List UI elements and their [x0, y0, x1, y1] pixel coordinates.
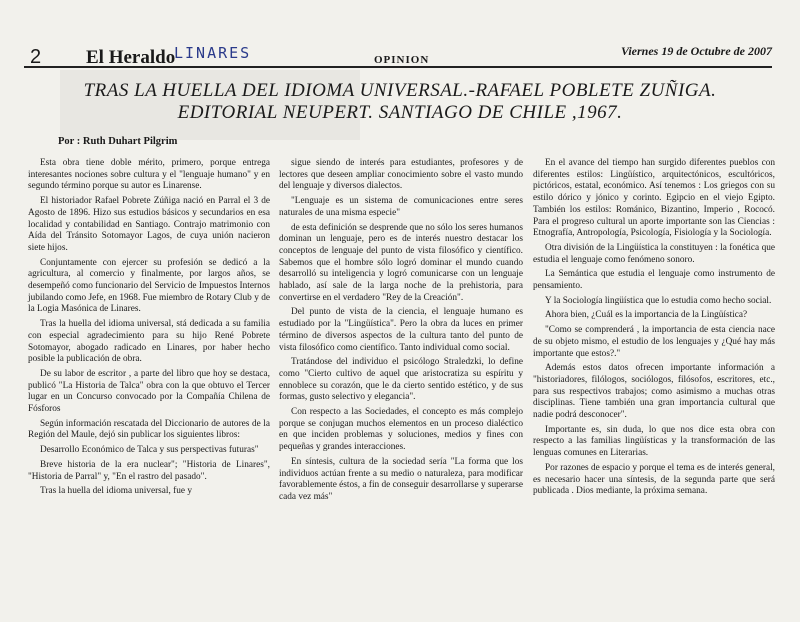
headline-line-1: TRAS LA HUELLA DEL IDIOMA UNIVERSAL.-RAFAEL POBLETE ZUÑIGA.: [83, 80, 717, 101]
paragraph: Y la Sociología lingüística que lo estudia como hecho social.: [545, 295, 772, 306]
article-column-1: [28, 158, 270, 501]
masthead: [14, 40, 784, 66]
newspaper-name: El Heraldo: [86, 47, 176, 68]
paragraph: La Semántica que estudia el lenguaje como instrumento de pensamiento.: [533, 269, 775, 292]
article-column-2: [279, 158, 523, 507]
paragraph: El historiador Rafael Pobrete Zúñiga nació en Parral el 3 de Agosto de 1896. Hizo sus estudios básicos y secundarios en esa localidad y contabilidad en Santiago. Contrajo matrimonio con Aída del Tránsito Sotomayor Lagos, de cuya unión nacieron siete hijos.: [28, 196, 270, 253]
paragraph: En síntesis, cultura de la sociedad sería "La forma que los individuos actúan frente a su medio o naturaleza, para modificar favorablemente éstos, a fin de conseguir desarrollarse y superarse cada vez más": [279, 456, 523, 502]
paragraph: Tratándose del individuo el psicólogo Straledzki, lo define como "Cierto cultivo de aquel que aristocratiza su espíritu y ennoblece su corazón, que le da cierto sentido estético, y de sus formas, gusto selectivo y elegancia".: [279, 357, 523, 403]
headline-line-2: EDITORIAL NEUPERT. SANTIAGO DE CHILE ,1967.: [177, 102, 623, 123]
issue-date: Viernes 19 de Octubre de 2007: [621, 44, 772, 58]
paragraph: Según información rescatada del Diccionario de autores de la Región del Maule, dejó sin publicar los siguientes libros:: [28, 418, 270, 441]
byline: Por : Ruth Duhart Pilgrim: [58, 136, 178, 147]
paragraph: Breve historia de la era nuclear"; "Historia de Linares", "Historia de Parral" y, "En el rastro del pasado".: [28, 459, 270, 482]
paragraph: Con respecto a las Sociedades, el concepto es más complejo porque se conjugan muchos elementos en un proceso dialéctico en que inciden problemas y soluciones, medios y fines con pequeñas y grandes interacciones.: [279, 407, 523, 453]
paragraph: Desarrollo Económico de Talca y sus perspectivas futuras": [40, 445, 259, 456]
paragraph: De su labor de escritor , a parte del libro que hoy se destaca, publicó "La Historia de Talca" obra con la que obtuvo el Tercer lugar en un Concurso convocado por la Compañía Chilena de Fósforos: [28, 368, 270, 415]
paragraph: Esta obra tiene doble mérito, primero, porque entrega interesantes nociones sobre cultura y el "lenguaje humano" y en segundo término porque su autor es Linarense.: [28, 158, 270, 192]
paragraph: Ahora bien, ¿Cuál es la importancia de la Lingüística?: [545, 310, 748, 321]
article-column-3: [533, 158, 775, 501]
paragraph: "Lenguaje es un sistema de comunicaciones entre seres naturales de una misma especie": [279, 196, 523, 218]
paragraph: "Como se comprenderá , la importancia de esta ciencia nace de su objeto mismo, el estudio de los lenguajes y ¿Qué hay más importante que estos?.": [533, 325, 775, 359]
page-number: 2: [30, 46, 42, 68]
section-label: OPINION: [374, 54, 430, 66]
paragraph: Otra división de la Lingüística la constituyen : la fonética que estudia el lenguaje como fenómeno sonoro.: [533, 242, 775, 265]
header-rule: [24, 66, 772, 68]
paragraph: En el avance del tiempo han surgido diferentes pueblos con diferentes estilos: Lingüístico, arquitectónicos, escultóricos, pictóricos, estatal, económico. Así tenemos : Los griegos con su estilo dórico y jónico y corinto. Egipcio en el viejo Egipto. También los estilos: Románico, Bizantino, Imperio , Rococó. Para el progreso cultural un aporte importante son las Ciencias : Etnografía, Antropología, Psicología, Fisiología y la Sociología.: [533, 158, 775, 239]
paragraph: Además estos datos ofrecen importante información a "historiadores, filólogos, sociólogos, filósofos, escritores, etc., para sus respectivos trabajos; como asimismo a muchas otras disciplinas. Tiene también una gran importancia cultural que nadie podrá desconocer".: [533, 363, 775, 421]
paragraph: de esta definición se desprende que no sólo los seres humanos dominan un lenguaje, pero es de interés nuestro destacar los conceptos de lenguaje del punto de vista filosófico y científico. Sabemos que el hombre sólo logró dominar el mundo cuando desarrolló su inteligencia y logró comunicarse con un lenguaje hablado, así sale de la larga noche de la prehistoria, para convertirse en el verdadero "Rey de la Creación".: [279, 222, 523, 303]
paragraph: Por razones de espacio y porque el tema es de interés general, es necesario hacer una síntesis, de la segunda parte que será publicada . Dios mediante, la próxima semana.: [533, 462, 775, 497]
handwritten-annotation: LINARES: [174, 44, 252, 62]
paragraph: sigue siendo de interés para estudiantes, profesores y de lectores que deseen ampliar conocimiento sobre el vasto mundo del lenguaje y diversos dialectos.: [279, 158, 523, 192]
paragraph: Conjuntamente con ejercer su profesión se dedicó a la agricultura, al comercio y finalmente, por largos años, se desempeñó como funcionario del Servicio de Impuestos Internos jubilando como Jefe, en 1968. Fue miembro de Rotary Club y de la Logia Masónica de Linares.: [28, 257, 270, 315]
paragraph: Tras la huella del idioma universal, stá dedicada a su familia con especial agradecimiento para su hijo René Pobrete Sotomayor, abogado radicado en Linares, por haber hecho posible la publicación de obra.: [28, 319, 270, 365]
paragraph: Del punto de vista de la ciencia, el lenguaje humano es estudiado por la "Lingüística". Pero la obra da luces en primer término de diversos aspectos de la cultura tanto del punto de vista filosófico como científico. Tanto individual como social.: [279, 307, 523, 353]
paragraph: Importante es, sin duda, lo que nos dice esta obra con respecto a las familias lingüísticas y la transformación de las lenguas comunes en Literarias.: [533, 424, 775, 459]
article-headline: [60, 80, 740, 124]
paragraph: Tras la huella del idioma universal, fue y: [40, 486, 192, 497]
